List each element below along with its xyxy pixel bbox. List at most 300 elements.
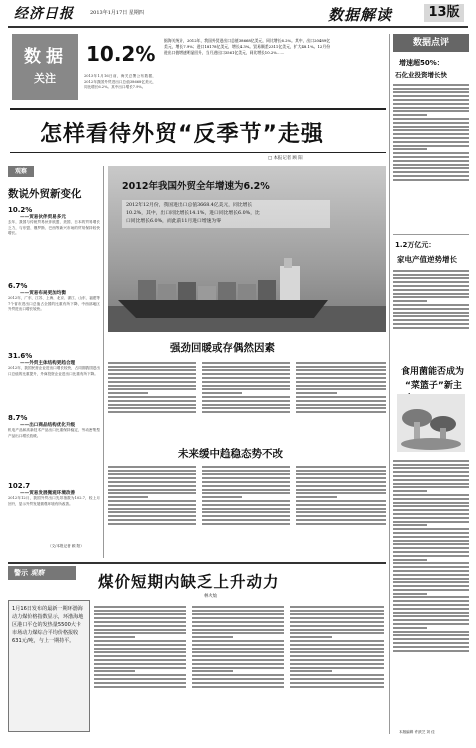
- text-line: [202, 396, 290, 398]
- text-line: [290, 674, 384, 676]
- text-line: [192, 613, 284, 615]
- text-line: [108, 466, 196, 468]
- text-line: [393, 129, 469, 131]
- text-line: [202, 404, 290, 406]
- masthead-rule: [8, 26, 468, 28]
- text-line: [290, 686, 384, 688]
- text-line: [393, 581, 469, 583]
- text-line: [94, 674, 186, 676]
- text-line: [393, 167, 469, 169]
- text-line: [393, 312, 469, 314]
- text-line: [296, 473, 386, 475]
- text-line: [108, 485, 196, 487]
- text-line: [393, 494, 469, 496]
- text-line: [296, 466, 386, 468]
- left-item-title: ——贸易发展微观环境改善: [20, 491, 76, 496]
- page-number: 13版: [424, 4, 464, 22]
- text-line: [202, 511, 290, 513]
- text-line: [192, 617, 284, 619]
- text-line: [192, 682, 284, 684]
- left-item-value: 102.7: [8, 482, 31, 490]
- left-item-5: [8, 482, 100, 536]
- text-line: [393, 274, 469, 276]
- subhead-a[interactable]: 强劲回暖或存偶然因素: [170, 342, 275, 354]
- text-line: [393, 99, 469, 101]
- text-line: [290, 610, 384, 612]
- text-line: [108, 519, 196, 521]
- text-line: [94, 686, 186, 688]
- text-line: [108, 473, 196, 475]
- left-item-title: ——贸易布局更加均衡: [20, 291, 66, 296]
- text-line: [290, 644, 384, 646]
- text-line: [290, 632, 384, 634]
- badge-char-2: 据: [46, 47, 63, 67]
- text-line: [290, 648, 384, 650]
- text-line: [192, 659, 284, 661]
- text-line: [296, 392, 337, 394]
- text-line: [290, 678, 384, 680]
- item3-body: [393, 458, 469, 748]
- text-line: [192, 610, 284, 612]
- center-body-col2: [202, 360, 290, 442]
- text-line: [108, 492, 196, 494]
- item1-body: [393, 82, 469, 230]
- text-line: [393, 623, 469, 625]
- text-line: [202, 377, 290, 379]
- text-line: [290, 682, 384, 684]
- text-line: [393, 141, 469, 143]
- text-line: [393, 498, 469, 500]
- text-line: [393, 596, 469, 598]
- text-line: [290, 621, 384, 623]
- text-line: [108, 496, 148, 498]
- text-line: [393, 532, 469, 534]
- text-line: [202, 362, 290, 364]
- text-line: [202, 489, 290, 491]
- left-item-body: 2012年12月，我国外贸出口先导指数为102.7，较上月回升，显示外贸发展微观环境有所改善。: [8, 496, 100, 506]
- text-line: [94, 636, 135, 638]
- text-line: [296, 511, 386, 513]
- text-line: [296, 373, 386, 375]
- chart-line-2: 10.2%，其中，出口同比增长14.1%，进口同比增长6.0%，比: [126, 211, 260, 216]
- text-line: [192, 636, 233, 638]
- text-line: [393, 145, 469, 147]
- text-line: [393, 566, 469, 568]
- text-line: [296, 500, 386, 502]
- text-line: [192, 640, 284, 642]
- text-line: [393, 179, 469, 181]
- text-line: [192, 670, 233, 672]
- text-line: [393, 277, 469, 279]
- text-line: [393, 133, 469, 135]
- text-line: [108, 508, 196, 510]
- text-line: [393, 171, 469, 173]
- main-headline[interactable]: 怎样看待外贸“反季节”走强: [40, 122, 324, 147]
- left-item-body: 2012年，广东、江苏、上海、北京、浙江、山东、福建等7个省市进出口总值占全国的比重有所下降，中西部地区外贸进出口增长较快。: [8, 296, 100, 312]
- item1-headline[interactable]: 石化业投资增长快: [395, 71, 447, 79]
- text-line: [192, 651, 284, 653]
- text-line: [94, 625, 186, 627]
- text-line: [393, 323, 469, 325]
- text-line: [296, 492, 386, 494]
- text-line: [393, 578, 469, 580]
- left-column: [8, 166, 100, 558]
- text-line: [94, 632, 186, 634]
- main-headline-box: [10, 108, 386, 153]
- right-column-tag: 数据点评: [393, 34, 469, 52]
- text-line: [296, 407, 386, 409]
- text-line: [393, 521, 469, 523]
- text-line: [393, 148, 427, 150]
- left-item-value: 31.6%: [8, 352, 33, 360]
- data-focus-badge: [12, 34, 78, 100]
- text-line: [393, 559, 427, 561]
- center-body-col1: [108, 360, 196, 442]
- text-line: [202, 381, 290, 383]
- text-line: [290, 617, 384, 619]
- text-line: [108, 511, 196, 513]
- text-line: [296, 404, 386, 406]
- bottom-body-col1: [94, 604, 186, 730]
- date-line: 2013年1月17日 星期四: [90, 10, 144, 16]
- text-line: [393, 122, 469, 124]
- data-focus-box: [12, 34, 330, 102]
- text-line: [94, 629, 186, 631]
- item2-headline[interactable]: 家电产值逆势增长: [397, 255, 457, 264]
- paper-name[interactable]: 经济日报: [14, 6, 74, 22]
- text-line: [393, 513, 469, 515]
- text-line: [393, 638, 469, 640]
- bottom-tag-2: 观察: [30, 569, 45, 577]
- text-line: [94, 617, 186, 619]
- text-line: [202, 470, 290, 472]
- center-article: [108, 336, 386, 558]
- text-line: [290, 629, 384, 631]
- badge-subtitle: 关注: [34, 72, 56, 85]
- bottom-story-rule: [8, 562, 386, 564]
- text-line: [202, 407, 290, 409]
- focus-caption: 2013年1月16日前，海关总署公布数据，2012年我国外贸进出口总值38668亿美元，同比增长6.2%。其中出口增长7.9%。: [84, 74, 156, 90]
- left-item-value: 6.7%: [8, 282, 28, 290]
- text-line: [296, 477, 386, 479]
- text-line: [393, 460, 469, 462]
- text-line: [296, 411, 386, 413]
- text-line: [393, 296, 469, 298]
- text-line: [393, 650, 469, 652]
- text-line: [393, 103, 469, 105]
- text-line: [94, 670, 135, 672]
- text-line: [393, 308, 469, 310]
- text-line: [393, 528, 469, 530]
- text-line: [202, 473, 290, 475]
- text-line: [393, 118, 469, 120]
- center-body-col4: [108, 464, 196, 556]
- text-line: [108, 404, 196, 406]
- bottom-body-col3: [290, 604, 384, 730]
- text-line: [296, 523, 386, 525]
- text-line: [108, 377, 196, 379]
- text-line: [94, 606, 186, 608]
- text-line: [202, 496, 242, 498]
- text-line: [296, 508, 386, 510]
- text-line: [393, 479, 469, 481]
- item1-kicker: 增速超50%：: [399, 59, 444, 67]
- text-line: [393, 467, 469, 469]
- text-line: [393, 300, 427, 302]
- text-line: [202, 504, 290, 506]
- bottom-story: [8, 566, 386, 736]
- text-line: [296, 519, 386, 521]
- text-line: [108, 411, 196, 413]
- text-line: [393, 642, 469, 644]
- text-line: [393, 615, 469, 617]
- left-item-4: [8, 414, 100, 470]
- bottom-body-col2: [192, 604, 284, 730]
- text-line: [393, 464, 469, 466]
- text-line: [290, 651, 384, 653]
- text-line: [94, 613, 186, 615]
- left-column-divider: [103, 166, 104, 558]
- text-line: [108, 470, 196, 472]
- item3-headline-line1[interactable]: 食用菌能否成为: [401, 367, 465, 377]
- text-line: [192, 648, 284, 650]
- text-line: [94, 648, 186, 650]
- right-column: [393, 34, 469, 734]
- item2-body: [393, 268, 469, 360]
- text-line: [290, 625, 384, 627]
- section-title: 数据解读: [328, 6, 393, 24]
- text-line: [393, 562, 469, 564]
- text-line: [296, 369, 386, 371]
- text-line: [290, 670, 332, 672]
- text-line: [202, 519, 290, 521]
- text-line: [296, 470, 386, 472]
- text-line: [108, 504, 196, 506]
- item3-headline-line2[interactable]: “菜篮子”新主: [405, 381, 462, 391]
- chart-photo: [108, 166, 386, 332]
- text-line: [296, 385, 386, 387]
- text-line: [393, 619, 469, 621]
- text-line: [202, 481, 290, 483]
- text-line: [202, 392, 242, 394]
- text-line: [393, 555, 469, 557]
- text-line: [290, 640, 384, 642]
- text-line: [393, 137, 469, 139]
- text-line: [94, 678, 186, 680]
- text-line: [290, 655, 384, 657]
- text-line: [393, 152, 469, 154]
- text-line: [94, 655, 186, 657]
- left-column-tag: 观察: [8, 166, 34, 177]
- text-line: [202, 366, 290, 368]
- text-line: [296, 362, 386, 364]
- bottom-lead-box: [8, 600, 90, 732]
- text-line: [393, 475, 469, 477]
- left-item-2: [8, 282, 100, 350]
- text-line: [108, 396, 196, 398]
- right-column-divider: [389, 34, 390, 734]
- text-line: [393, 88, 469, 90]
- text-line: [393, 304, 469, 306]
- text-line: [202, 477, 290, 479]
- text-line: [393, 84, 469, 86]
- text-line: [296, 381, 386, 383]
- left-item-1: [8, 206, 100, 272]
- text-line: [393, 319, 469, 321]
- text-line: [393, 574, 469, 576]
- text-line: [192, 678, 284, 680]
- text-line: [108, 362, 196, 364]
- left-item-3: [8, 352, 100, 406]
- text-line: [393, 593, 427, 595]
- text-line: [108, 381, 196, 383]
- text-line: [393, 483, 469, 485]
- bottom-lead-text: 1月16日发布的最新一期环渤海动力煤价格指数显示，环渤海地区港口平仓的发热量5500大卡市场动力煤综合平均价格报收631元/吨，与上一期持平。: [12, 606, 84, 644]
- text-line: [296, 388, 386, 390]
- text-line: [192, 644, 284, 646]
- mushroom-illustration: [397, 394, 465, 452]
- text-line: [393, 600, 469, 602]
- text-line: [393, 505, 469, 507]
- text-line: [290, 636, 332, 638]
- text-line: [393, 293, 469, 295]
- text-line: [393, 107, 469, 109]
- text-line: [393, 608, 469, 610]
- text-line: [393, 627, 427, 629]
- text-line: [202, 515, 290, 517]
- item2-kicker: 1.2万亿元：: [395, 241, 436, 249]
- badge-char-1: 数: [24, 47, 41, 67]
- text-line: [108, 369, 196, 371]
- text-line: [393, 486, 469, 488]
- text-line: [393, 156, 469, 158]
- text-line: [296, 496, 337, 498]
- focus-big-number: 10.2%: [86, 42, 156, 66]
- text-line: [202, 492, 290, 494]
- text-line: [393, 175, 469, 177]
- text-line: [192, 629, 284, 631]
- text-line: [393, 540, 469, 542]
- text-line: [393, 471, 469, 473]
- text-line: [108, 515, 196, 517]
- text-line: [393, 270, 469, 272]
- text-line: [202, 500, 290, 502]
- text-line: [393, 285, 469, 287]
- text-line: [94, 659, 186, 661]
- bottom-tag-1: 警示: [14, 569, 28, 577]
- text-line: [202, 373, 290, 375]
- chart-line-1: 2012年12月份，我国进出口总值3668.4亿美元，同比增长: [126, 203, 253, 208]
- right-footer-note: 本版编辑 许跃芝 刘 佳: [399, 730, 435, 734]
- text-line: [393, 536, 469, 538]
- text-line: [192, 632, 284, 634]
- text-line: [393, 570, 469, 572]
- text-line: [393, 604, 469, 606]
- text-line: [108, 523, 196, 525]
- left-footer-note: （文/本报记者 顾 阳）: [48, 544, 84, 548]
- text-line: [393, 327, 469, 329]
- center-body-col6: [296, 464, 386, 556]
- text-line: [94, 610, 186, 612]
- text-line: [108, 373, 196, 375]
- text-line: [393, 585, 469, 587]
- text-line: [393, 502, 469, 504]
- text-line: [202, 388, 290, 390]
- left-column-heading[interactable]: 数说外贸新变化: [8, 188, 82, 200]
- text-line: [290, 659, 384, 661]
- left-item-title: ——贸易伙伴贸易多元: [20, 215, 66, 220]
- text-line: [393, 543, 469, 545]
- text-line: [290, 606, 384, 608]
- text-line: [296, 396, 386, 398]
- text-line: [393, 281, 469, 283]
- focus-lead: 据海关统计，2012年，我国外贸进出口总值38668亿美元，同比增长6.2%。其中，出口20489亿美元，增长7.9%；进口18178亿美元，增长4.3%。贸易顺差2311亿美元，扩大48.1%。12月份进出口值增速明显回升，当月进出口3561亿美元，同比增长10.2%……: [164, 38, 330, 55]
- text-line: [94, 667, 186, 669]
- center-body-col5: [202, 464, 290, 556]
- text-line: [192, 674, 284, 676]
- bottom-byline: 林火灿: [204, 594, 218, 599]
- text-line: [192, 663, 284, 665]
- text-line: [393, 589, 469, 591]
- text-line: [393, 91, 469, 93]
- subhead-b[interactable]: 未来缓中趋稳态势不改: [178, 448, 283, 460]
- bottom-tag: [8, 566, 76, 580]
- text-line: [290, 663, 384, 665]
- text-line: [94, 682, 186, 684]
- text-line: [192, 606, 284, 608]
- text-line: [202, 485, 290, 487]
- chart-line-3: 口同比增长6.0%，而此前11月进口增速为零: [126, 219, 222, 224]
- container-ship-illustration: [108, 246, 386, 332]
- text-line: [296, 481, 386, 483]
- text-line: [108, 489, 196, 491]
- text-line: [393, 289, 469, 291]
- text-line: [108, 400, 196, 402]
- left-item-body: 机电产品和高新技术产品出口比重保持稳定，劳动密集型产品出口增长放缓。: [8, 428, 100, 438]
- center-body-col3: [296, 360, 386, 442]
- text-line: [393, 517, 469, 519]
- text-line: [393, 95, 469, 97]
- text-line: [290, 667, 384, 669]
- text-line: [192, 625, 284, 627]
- text-line: [296, 485, 386, 487]
- text-line: [192, 621, 284, 623]
- text-line: [108, 477, 196, 479]
- text-line: [393, 509, 469, 511]
- text-line: [202, 523, 290, 525]
- main-byline: □ 本报记者 顾 阳: [268, 156, 303, 161]
- text-line: [108, 385, 196, 387]
- text-line: [290, 613, 384, 615]
- left-item-value: 10.2%: [8, 206, 33, 214]
- left-item-title: ——外贸主体结构更趋合理: [20, 361, 76, 366]
- text-line: [108, 500, 196, 502]
- text-line: [393, 490, 427, 492]
- text-line: [393, 160, 469, 162]
- left-item-body: 2012年，我国民营企业进出口增长较快，占同期我国进出口总值的比重提升，外商投资企业进出口比重有所下降。: [8, 366, 100, 376]
- text-line: [296, 489, 386, 491]
- text-line: [192, 686, 284, 688]
- text-line: [108, 366, 196, 368]
- text-line: [94, 663, 186, 665]
- text-line: [192, 667, 284, 669]
- bottom-headline[interactable]: 煤价短期内缺乏上升动力: [98, 573, 280, 591]
- text-line: [393, 612, 469, 614]
- text-line: [296, 400, 386, 402]
- text-line: [202, 411, 290, 413]
- text-line: [108, 481, 196, 483]
- text-line: [393, 551, 469, 553]
